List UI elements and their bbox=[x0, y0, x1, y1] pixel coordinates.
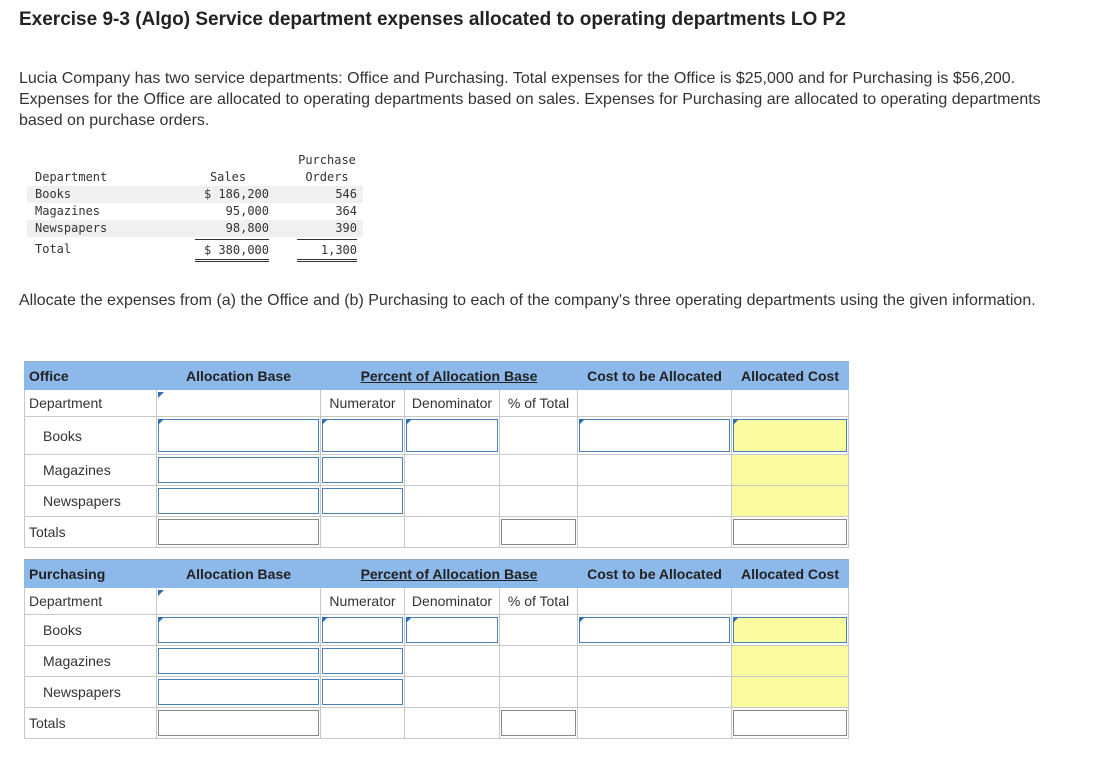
purchasing-newspapers-base-input[interactable] bbox=[157, 677, 321, 708]
purchasing-allocation-table bbox=[24, 559, 849, 739]
pct-total-label: % of Total bbox=[500, 588, 578, 615]
office-row-newspapers: Newspapers bbox=[25, 486, 157, 517]
office-books-cost-input[interactable] bbox=[578, 417, 732, 455]
allocation-base-select[interactable] bbox=[157, 588, 321, 615]
purchasing-magazines-allocated-input[interactable] bbox=[732, 646, 849, 677]
office-totals-pct[interactable] bbox=[500, 517, 578, 548]
office-row-books: Books bbox=[25, 417, 157, 455]
office-magazines-base-input[interactable] bbox=[157, 455, 321, 486]
percent-base-header: Percent of Allocation Base bbox=[321, 362, 578, 390]
office-newspapers-allocated-input[interactable] bbox=[732, 486, 849, 517]
office-books-pct bbox=[500, 417, 578, 455]
data-total-row: Total $ 380,000 1,300 bbox=[27, 237, 363, 259]
office-totals-label: Totals bbox=[25, 517, 157, 548]
denominator-label: Denominator bbox=[405, 390, 500, 417]
allocation-base-select[interactable] bbox=[157, 390, 321, 417]
office-row-magazines: Magazines bbox=[25, 455, 157, 486]
cost-to-allocate-header: Cost to be Allocated bbox=[578, 560, 732, 588]
denominator-label: Denominator bbox=[405, 588, 500, 615]
purchasing-totals-label: Totals bbox=[25, 708, 157, 739]
allocated-cost-header: Allocated Cost bbox=[732, 560, 849, 588]
office-magazines-allocated-input[interactable] bbox=[732, 455, 849, 486]
purchasing-row-books: Books bbox=[25, 615, 157, 646]
office-newspapers-numerator-input[interactable] bbox=[321, 486, 405, 517]
purchasing-magazines-numerator-input[interactable] bbox=[321, 646, 405, 677]
data-row: Books $ 186,200 546 bbox=[27, 186, 363, 203]
allocation-base-header: Allocation Base bbox=[157, 560, 321, 588]
given-data-table bbox=[27, 152, 363, 259]
purchasing-row-newspapers: Newspapers bbox=[25, 677, 157, 708]
purchasing-books-pct bbox=[500, 615, 578, 646]
office-label: Office bbox=[25, 362, 157, 390]
allocated-cost-header: Allocated Cost bbox=[732, 362, 849, 390]
purchasing-newspapers-allocated-input[interactable] bbox=[732, 677, 849, 708]
purchasing-books-cost-input[interactable] bbox=[578, 615, 732, 646]
purchasing-totals-base[interactable] bbox=[157, 708, 321, 739]
pct-total-label: % of Total bbox=[500, 390, 578, 417]
office-newspapers-base-input[interactable] bbox=[157, 486, 321, 517]
header-department: Department bbox=[35, 170, 108, 184]
instruction-text: Allocate the expenses from (a) the Office and (b) Purchasing to each of the company's three operating departments using the given information. bbox=[19, 292, 1036, 309]
allocation-base-header: Allocation Base bbox=[157, 362, 321, 390]
purchasing-row-magazines: Magazines bbox=[25, 646, 157, 677]
office-books-allocated-input[interactable] bbox=[732, 417, 849, 455]
purchasing-label: Purchasing bbox=[25, 560, 157, 588]
problem-intro: Lucia Company has two service departments: Office and Purchasing. Total expenses for the Office is $25,000 and for Purchasing is $56,200. Expenses for the Office are allocated to operating departments based on sales. Expenses for Purchasing are allocated to operating departments based on purchase orders. bbox=[19, 70, 1041, 129]
purchasing-books-denominator-input[interactable] bbox=[405, 615, 500, 646]
office-totals-allocated[interactable] bbox=[732, 517, 849, 548]
numerator-label: Numerator bbox=[321, 390, 405, 417]
numerator-label: Numerator bbox=[321, 588, 405, 615]
header-orders: Orders bbox=[305, 170, 349, 184]
office-books-numerator-input[interactable] bbox=[321, 417, 405, 455]
office-books-base-input[interactable] bbox=[157, 417, 321, 455]
data-row: Magazines 95,000 364 bbox=[35, 204, 357, 218]
purchasing-books-base-input[interactable] bbox=[157, 615, 321, 646]
department-label: Department bbox=[25, 588, 157, 615]
purchasing-newspapers-numerator-input[interactable] bbox=[321, 677, 405, 708]
percent-base-header: Percent of Allocation Base bbox=[321, 560, 578, 588]
office-allocation-table bbox=[24, 361, 849, 548]
office-books-denominator-input[interactable] bbox=[405, 417, 500, 455]
department-label: Department bbox=[25, 390, 157, 417]
purchasing-magazines-base-input[interactable] bbox=[157, 646, 321, 677]
cost-to-allocate-header: Cost to be Allocated bbox=[578, 362, 732, 390]
purchasing-totals-allocated[interactable] bbox=[732, 708, 849, 739]
purchasing-books-numerator-input[interactable] bbox=[321, 615, 405, 646]
office-magazines-numerator-input[interactable] bbox=[321, 455, 405, 486]
exercise-title: Exercise 9-3 (Algo) Service department expenses allocated to operating departments LO P2 bbox=[19, 9, 846, 30]
purchasing-books-allocated-input[interactable] bbox=[732, 615, 849, 646]
office-totals-base[interactable] bbox=[157, 517, 321, 548]
header-sales: Sales bbox=[209, 170, 247, 184]
header-purchase: Purchase bbox=[298, 153, 356, 167]
purchasing-totals-pct[interactable] bbox=[500, 708, 578, 739]
data-row: Newspapers 98,800 390 bbox=[27, 220, 363, 237]
